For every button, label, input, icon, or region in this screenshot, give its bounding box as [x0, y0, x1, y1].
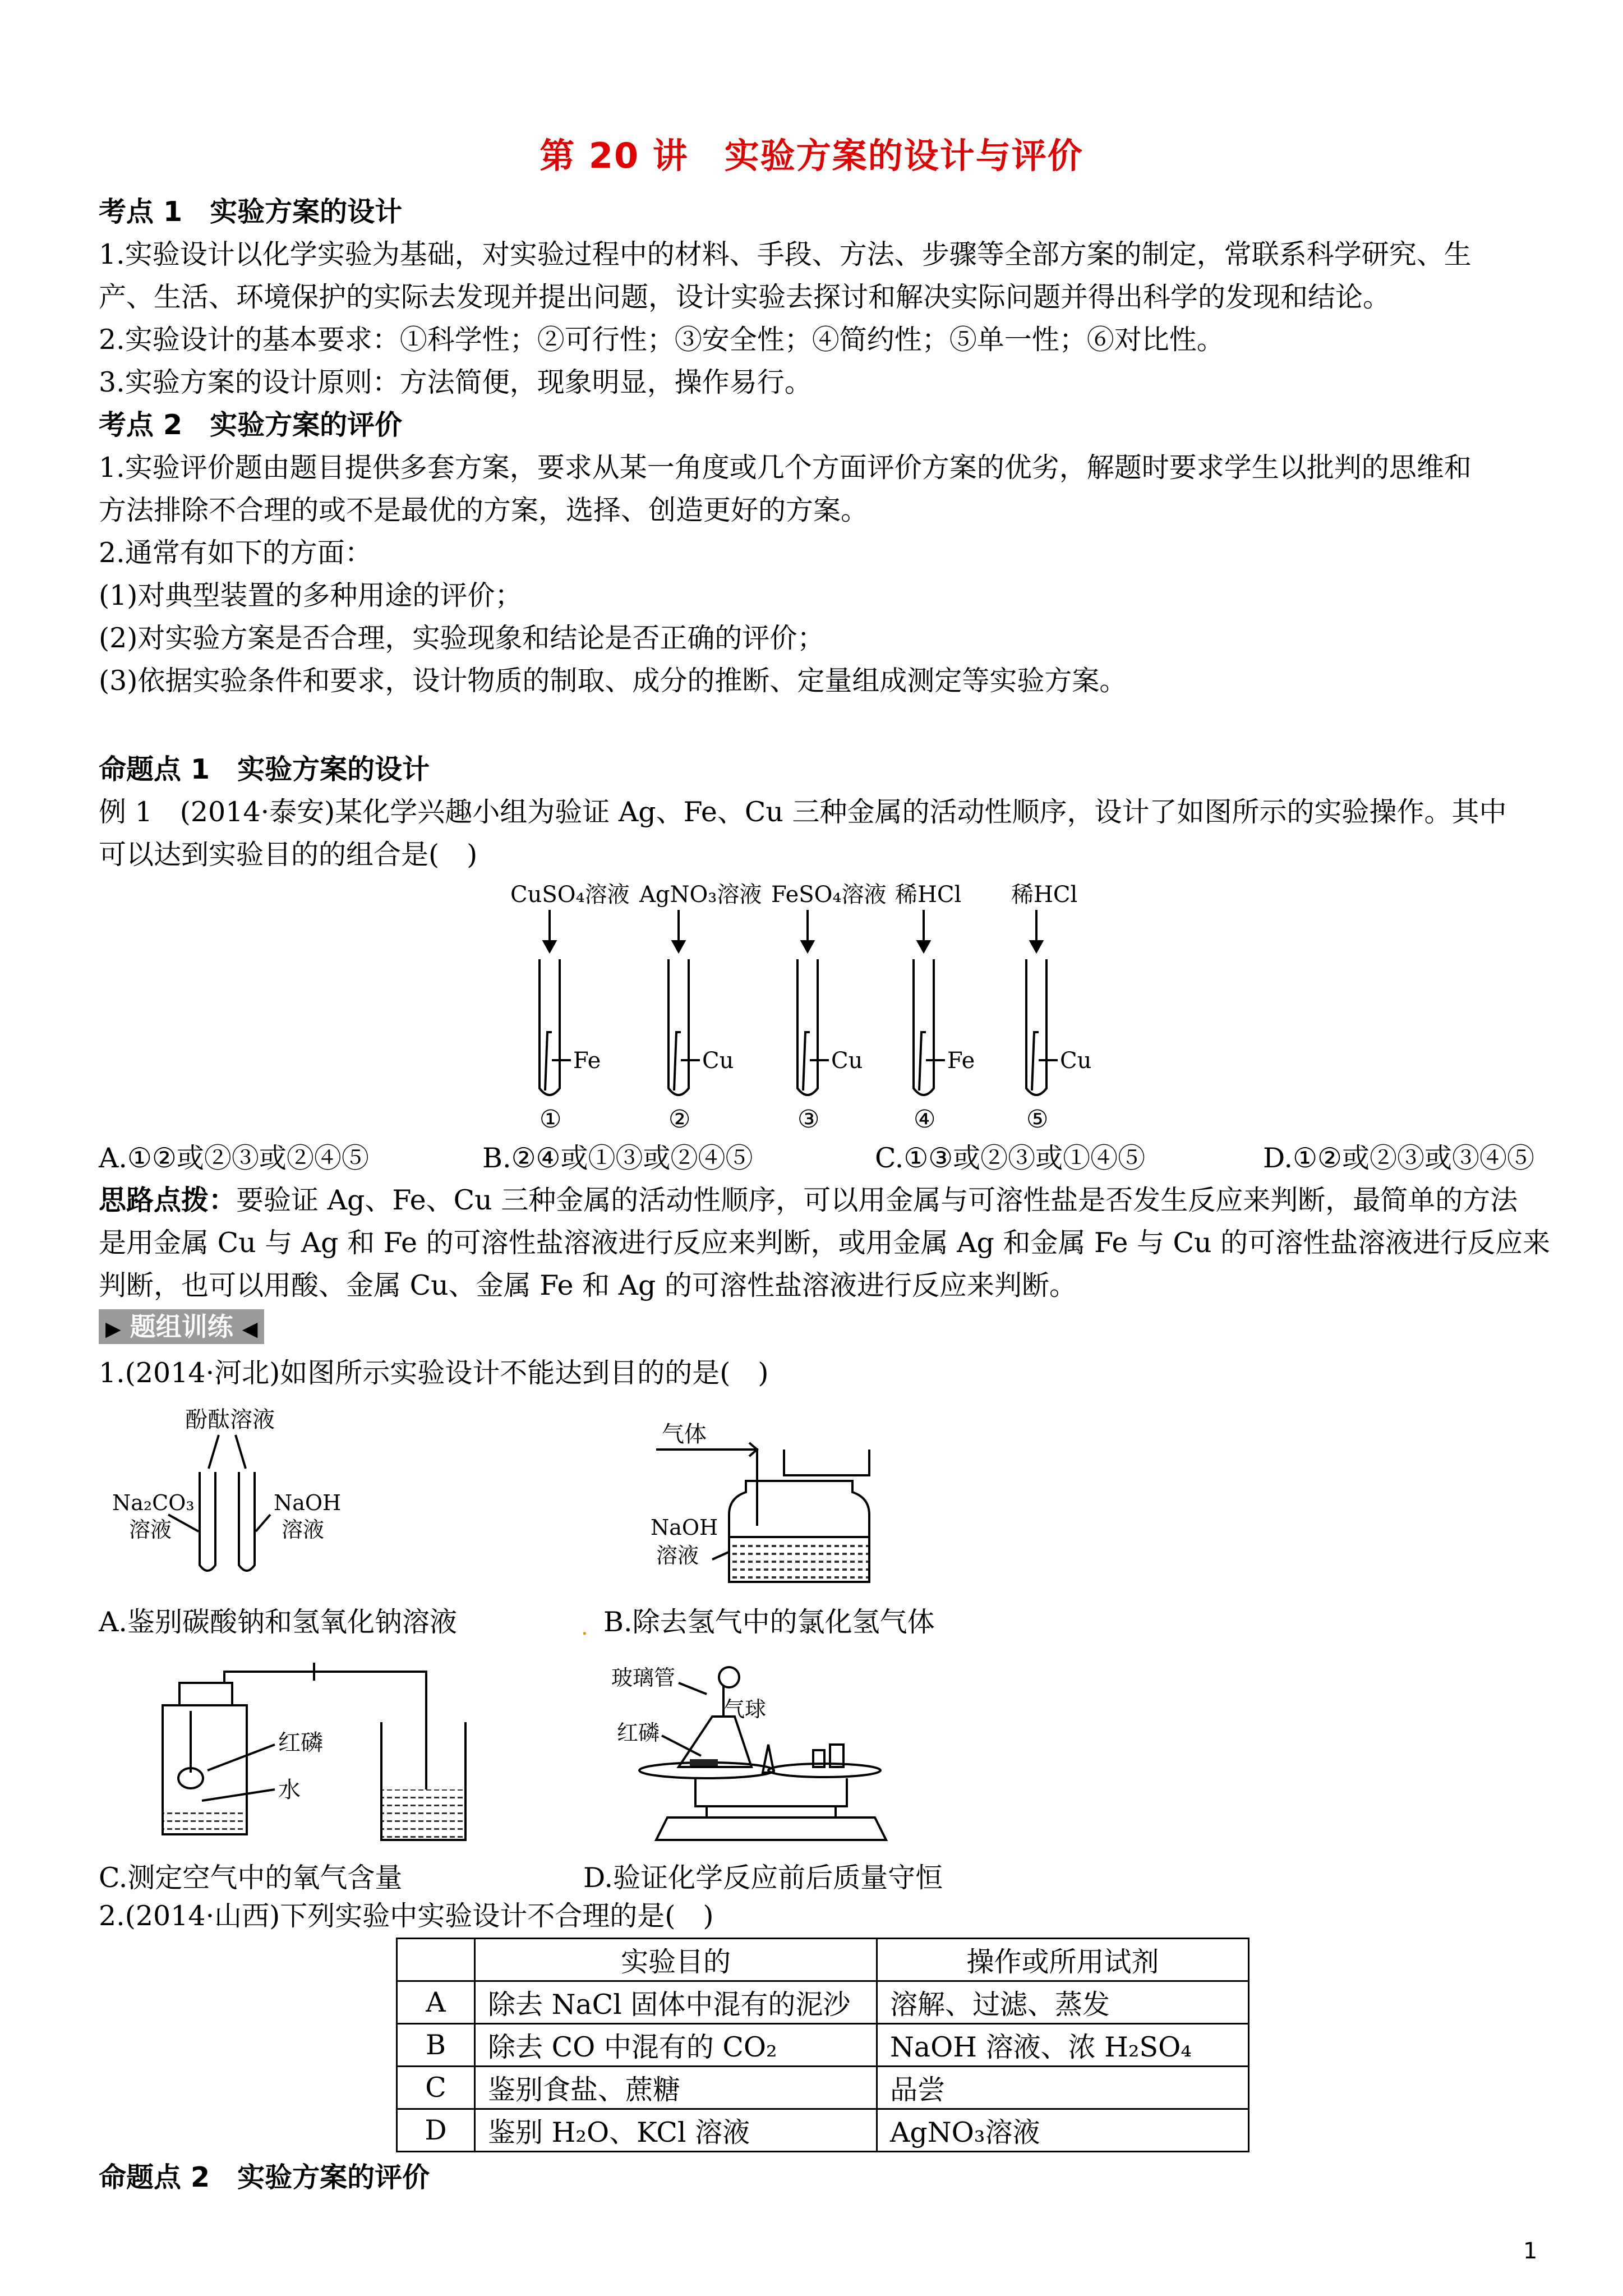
tube-number: ④: [914, 1105, 936, 1134]
option-c: C.测定空气中的氧气含量: [99, 1862, 403, 1894]
choice-d: D.①②或②③或③④⑤: [1263, 1142, 1534, 1174]
metal-label: Fe: [947, 1048, 975, 1074]
table-cell: 鉴别 H₂O、KCl 溶液: [475, 2109, 877, 2152]
table-cell: B: [397, 2024, 475, 2067]
example-question: 可以达到实验目的的组合是( ): [99, 839, 478, 871]
table-header-row: [397, 1939, 1249, 1981]
fig-c-label: 水: [278, 1777, 301, 1803]
figure-a: [107, 1402, 398, 1582]
hint-line: 是用金属 Cu 与 Ag 和 Fe 的可溶性盐溶液进行反应来判断，或用金属 Ag 和金属 Fe 与 Cu 的可溶性盐溶液进行反应来: [99, 1227, 1551, 1259]
fig-a-label: 酚酞溶液: [185, 1407, 275, 1433]
table-row: [397, 2109, 1249, 2152]
fig-a-label: 溶液: [129, 1517, 172, 1542]
table-cell: 溶解、过滤、蒸发: [877, 1981, 1249, 2024]
table-row: [397, 2024, 1249, 2067]
figure-d: [611, 1660, 914, 1846]
reagent-label: CuSO₄溶液: [510, 882, 630, 908]
table-cell: NaOH 溶液、浓 H₂SO₄: [877, 2024, 1249, 2067]
hint-label: 思路点拨：: [99, 1184, 237, 1216]
reagent-label: FeSO₄溶液: [771, 882, 887, 908]
question-1: 1.(2014·河北)如图所示实验设计不能达到目的的是( ): [99, 1357, 769, 1389]
hint-text: 要验证 Ag、Fe、Cu 三种金属的活动性顺序，可以用金属与可溶性盐是否发生反应来判断，最简单的方法: [236, 1184, 1518, 1216]
fig-b-label: 溶液: [656, 1543, 699, 1568]
triangle-right-icon: ▶: [105, 1318, 121, 1341]
table-cell: D: [397, 2109, 475, 2152]
table-cell: 品尝: [877, 2067, 1249, 2109]
option-b: B.除去氢气中的氯化氢气体: [603, 1606, 935, 1638]
option-d: D.验证化学反应前后质量守恒: [583, 1862, 943, 1894]
page-title: 第 20 讲 实验方案的设计与评价: [540, 135, 1083, 176]
tube-number: ③: [797, 1105, 820, 1134]
fig-b-label: 气体: [662, 1421, 707, 1447]
table-cell: AgNO₃溶液: [877, 2109, 1249, 2152]
choice-c: C.①③或②③或①④⑤: [875, 1142, 1146, 1174]
figure-b: [645, 1402, 925, 1588]
stray-dot: ·: [581, 1621, 588, 1647]
fig-b-label: NaOH: [651, 1515, 718, 1540]
text-line: 产、生活、环境保护的实际去发现并提出问题，设计实验去探讨和解决实际问题并得出科学的发现和结论。: [99, 281, 1391, 313]
section-heading-2: 考点 2 实验方案的评价: [99, 409, 403, 441]
test-tubes-figure: [494, 875, 1144, 1139]
text-line: 2.实验设计的基本要求：①科学性；②可行性；③安全性；④简约性；⑤单一性；⑥对比性。: [99, 324, 1224, 356]
fig-a-label: Na₂CO₃: [112, 1490, 195, 1515]
table-header-cell: [397, 1939, 475, 1981]
text-line: 方法排除不合理的或不是最优的方案，选择、创造更好的方案。: [99, 494, 869, 526]
table-cell: 除去 CO 中混有的 CO₂: [475, 2024, 877, 2067]
fig-d-label: 玻璃管: [611, 1665, 676, 1690]
fig-d-label: 红磷: [617, 1720, 660, 1745]
triangle-left-icon: ◀: [242, 1318, 258, 1341]
table-cell: 除去 NaCl 固体中混有的泥沙: [475, 1981, 877, 2024]
table-row: [397, 1981, 1249, 2024]
table-cell: A: [397, 1981, 475, 2024]
table-row: [397, 2067, 1249, 2109]
text-line: (2)对实验方案是否合理，实验现象和结论是否正确的评价；: [99, 622, 825, 654]
reagent-label: 稀HCl: [1011, 882, 1078, 908]
text-line: 3.实验方案的设计原则：方法简便，现象明显，操作易行。: [99, 366, 812, 398]
tube-number: ②: [668, 1105, 691, 1134]
hint-line: [99, 1179, 1534, 1222]
badge-label: 题组训练: [130, 1312, 233, 1342]
option-a: A.鉴别碳酸钠和氢氧化钠溶液: [99, 1606, 457, 1638]
table-cell: C: [397, 2067, 475, 2109]
page-number: 1: [1523, 2238, 1538, 2264]
choice-a: A.①②或②③或②④⑤: [99, 1142, 369, 1174]
table-header-cell: 实验目的: [475, 1939, 877, 1981]
text-line: 1.实验设计以化学实验为基础，对实验过程中的材料、手段、方法、步骤等全部方案的制定，常联系科学研究、生: [99, 238, 1472, 270]
text-line: 1.实验评价题由题目提供多套方案，要求从某一角度或几个方面评价方案的优劣，解题时要求学生以批判的思维和: [99, 452, 1472, 484]
section-heading-1: 考点 1 实验方案的设计: [99, 196, 403, 228]
fig-a-label: 溶液: [282, 1517, 325, 1542]
example-question: 例 1 (2014·泰安)某化学兴趣小组为验证 Ag、Fe、Cu 三种金属的活动性顺序，设计了如图所示的实验操作。其中: [99, 796, 1507, 828]
choice-b: B.②④或①③或②④⑤: [482, 1142, 753, 1174]
practice-badge: [99, 1309, 264, 1344]
topic-heading-2: 命题点 2 实验方案的评价: [99, 2161, 430, 2193]
reagent-label: AgNO₃溶液: [639, 882, 762, 908]
text-line: (3)依据实验条件和要求，设计物质的制取、成分的推断、定量组成测定等实验方案。: [99, 665, 1127, 697]
fig-a-label: NaOH: [274, 1490, 342, 1515]
table-cell: 鉴别食盐、蔗糖: [475, 2067, 877, 2109]
topic-heading-1: 命题点 1 实验方案的设计: [99, 753, 430, 785]
table-header-cell: 操作或所用试剂: [877, 1939, 1249, 1981]
tube-number: ⑤: [1026, 1105, 1049, 1134]
metal-label: Fe: [573, 1048, 601, 1074]
tube-number: ①: [540, 1105, 562, 1134]
reagent-label: 稀HCl: [895, 882, 962, 908]
fig-c-label: 红磷: [278, 1730, 323, 1756]
experiment-table: [396, 1938, 1249, 2152]
text-line: 2.通常有如下的方面：: [99, 537, 372, 569]
hint-line: 判断，也可以用酸、金属 Cu、金属 Fe 和 Ag 的可溶性盐溶液进行反应来判断。: [99, 1269, 1077, 1301]
question-2: 2.(2014·山西)下列实验中实验设计不合理的是( ): [99, 1900, 714, 1932]
fig-d-label: 气球: [723, 1697, 767, 1722]
metal-label: Cu: [702, 1048, 734, 1074]
metal-label: Cu: [1060, 1048, 1092, 1074]
metal-label: Cu: [831, 1048, 863, 1074]
figure-c: [135, 1660, 482, 1846]
text-line: (1)对典型装置的多种用途的评价；: [99, 579, 523, 611]
